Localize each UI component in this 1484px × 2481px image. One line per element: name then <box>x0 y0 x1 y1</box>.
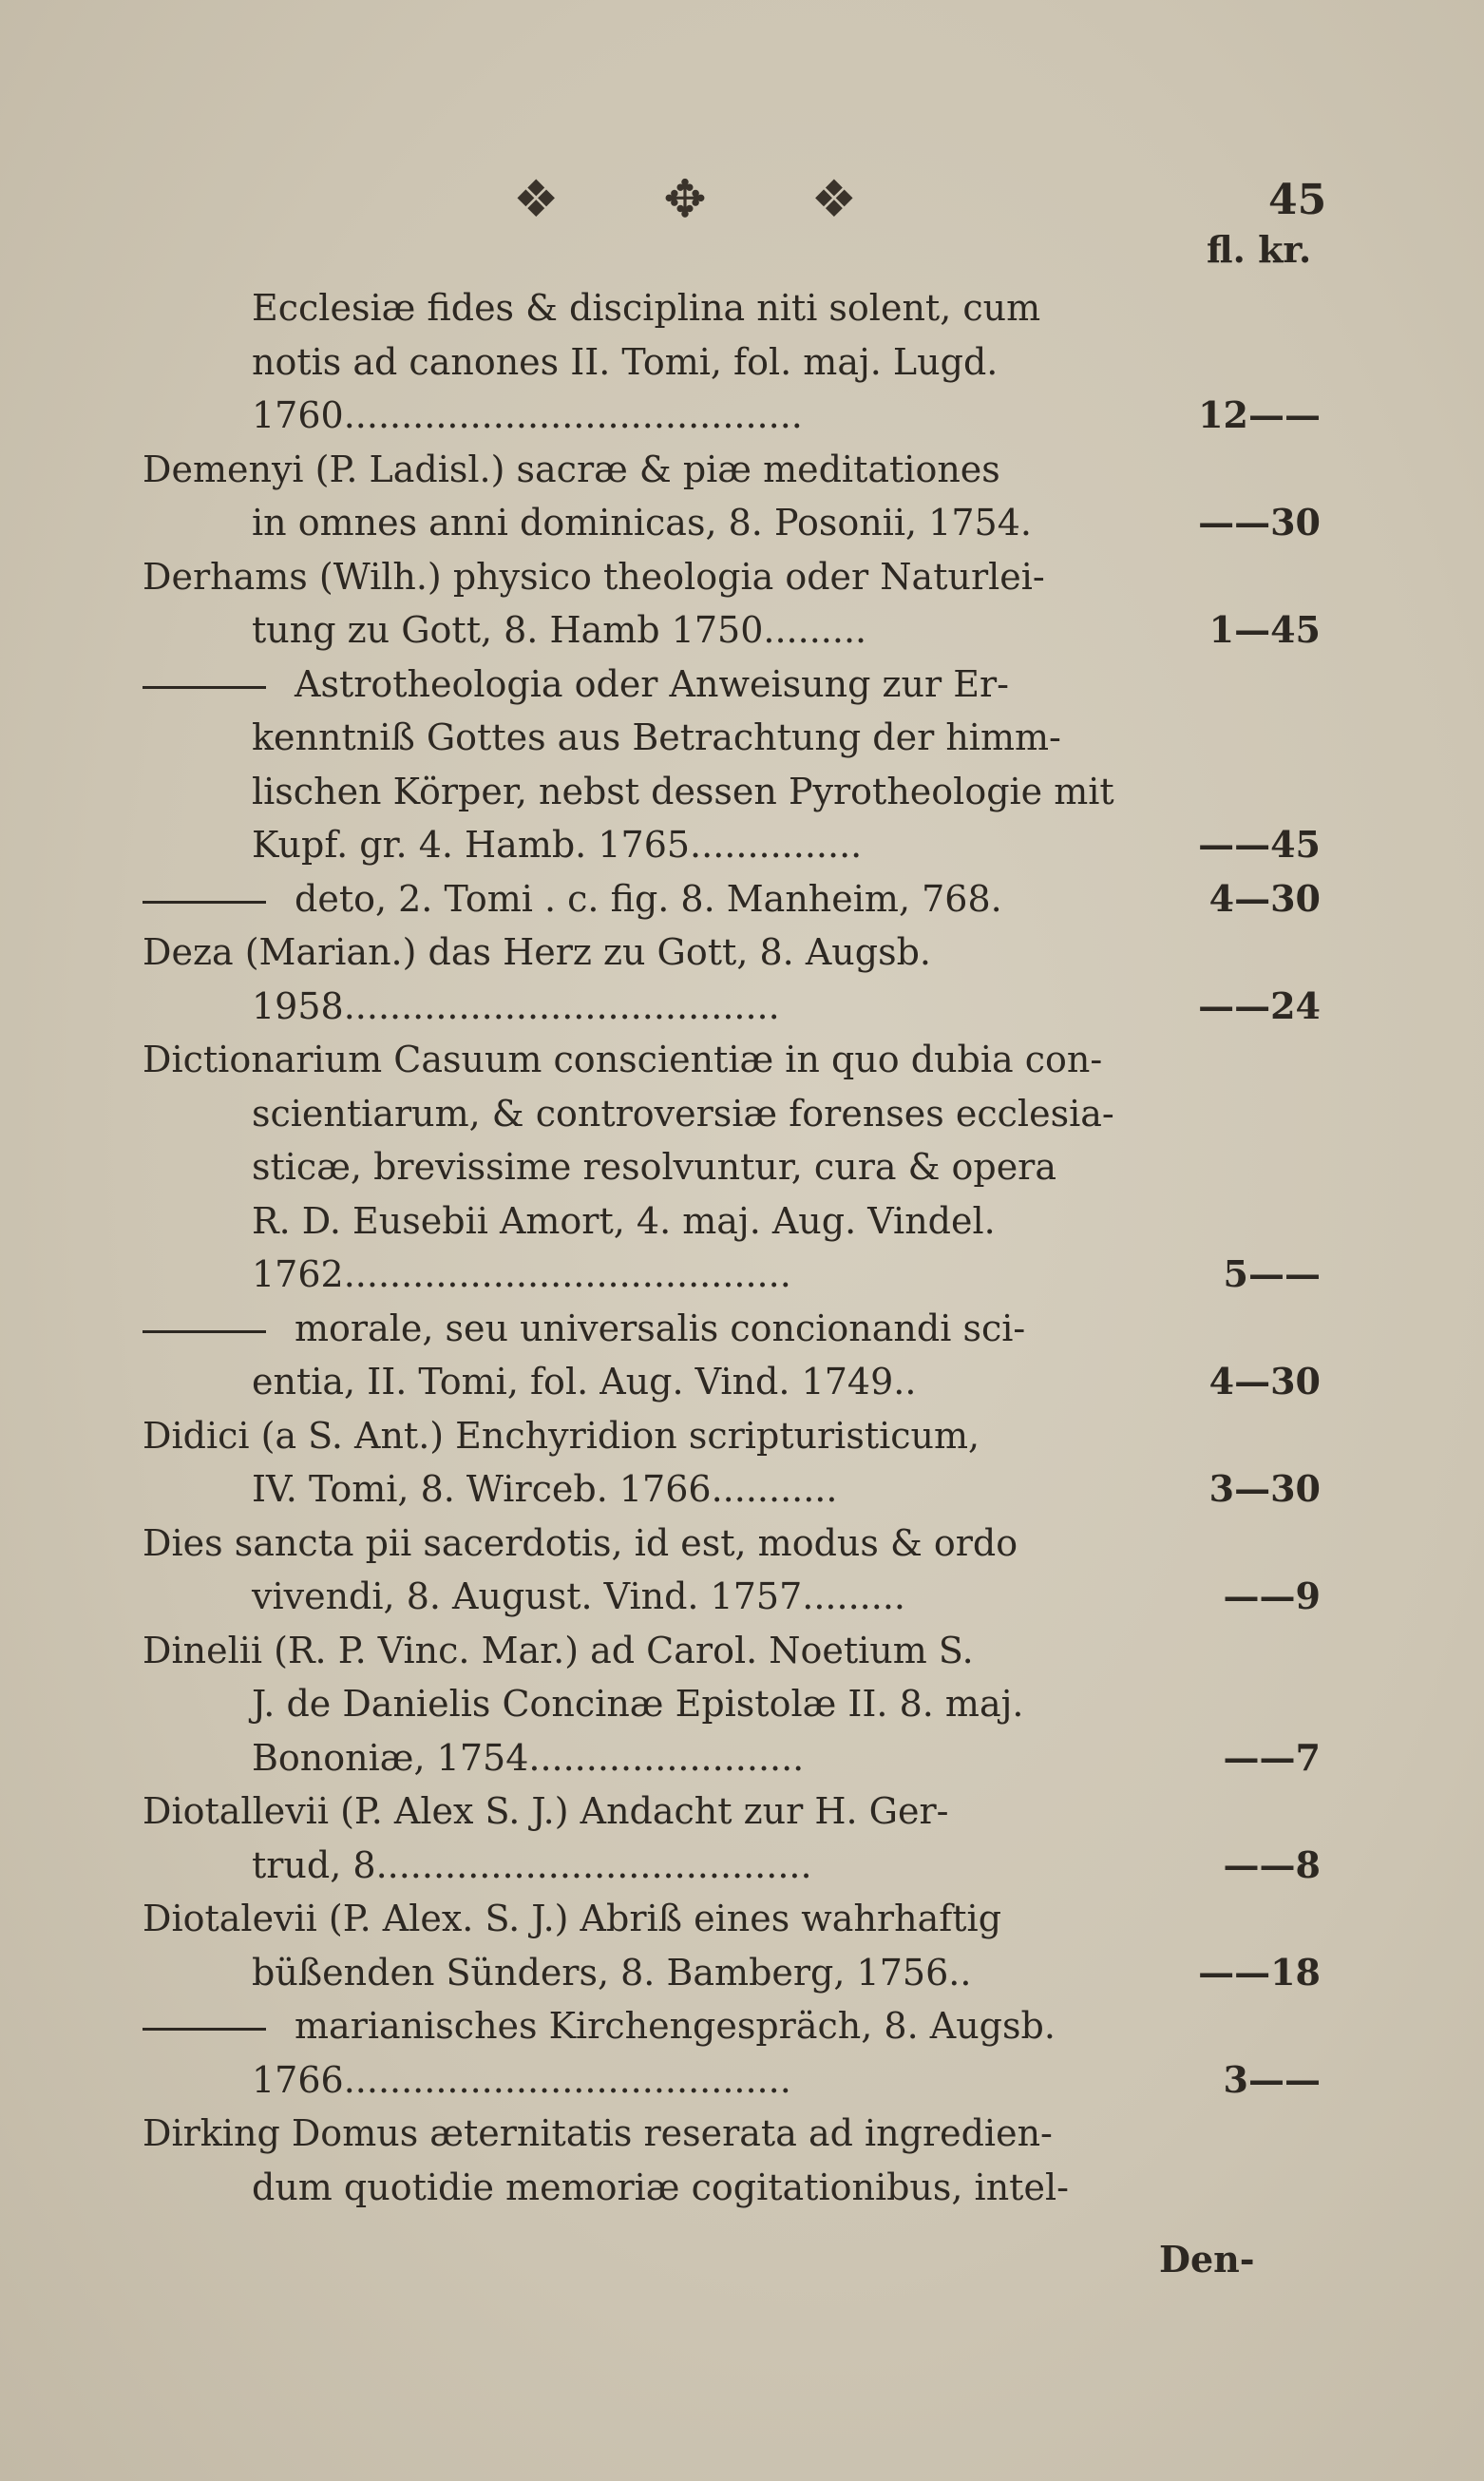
line-words: Ecclesiæ fides & disciplina niti solent, cum <box>252 287 1041 329</box>
line-text <box>143 1892 1001 1946</box>
line-text <box>252 711 1061 765</box>
line-words: Dies sancta pii sacerdotis, id est, modus & ordo <box>143 1521 1018 1564</box>
catalog-line <box>143 496 1321 550</box>
catalog-line <box>143 1677 1321 1731</box>
line-text <box>252 1194 996 1249</box>
line-text <box>252 335 998 390</box>
ditto-dash <box>143 1330 266 1333</box>
catalog-line <box>143 926 1321 980</box>
catalog-line <box>143 1355 1321 1409</box>
line-price: 5—— <box>1223 1252 1321 1295</box>
line-words: J. de Danielis Concinæ Epistolæ II. 8. maj. <box>252 1683 1024 1725</box>
line-text <box>252 1355 916 1409</box>
line-words: entia, II. Tomi, fol. Aug. Vind. 1749.. <box>252 1361 917 1403</box>
line-text <box>252 1946 971 2000</box>
line-words: Dictionarium Casuum conscientiæ in quo dubia con- <box>143 1039 1103 1080</box>
line-text <box>252 1248 791 1302</box>
catalog-line <box>143 1624 1321 1678</box>
line-text <box>252 980 780 1034</box>
line-price: 3—30 <box>1208 1467 1321 1510</box>
line-text <box>252 1839 812 1893</box>
line-words: Didici (a S. Ant.) Enchyridion scripturisticum, <box>143 1414 980 1457</box>
ornament-center-icon: ✥ <box>663 169 707 229</box>
line-words: kenntniß Gottes aus Betrachtung der himm- <box>252 716 1061 758</box>
catalog-line <box>143 1462 1321 1517</box>
line-words: morale, seu universalis concionandi sci- <box>295 1307 1026 1349</box>
catalog-line <box>143 389 1321 443</box>
catalog-line <box>143 2161 1321 2215</box>
catalog-line <box>143 281 1321 335</box>
catalog-line <box>143 1033 1321 1087</box>
line-text <box>252 389 803 443</box>
catalog-line <box>143 335 1321 390</box>
line-text <box>143 2107 1053 2161</box>
line-text <box>143 1033 1102 1087</box>
page-number: 45 <box>1268 176 1327 224</box>
catalog-line <box>143 765 1321 819</box>
ditto-dash <box>143 2028 266 2031</box>
line-text <box>143 1302 1025 1356</box>
line-words: Astrotheologia oder Anweisung zur Er- <box>295 662 1009 705</box>
catalog-line <box>143 1248 1321 1302</box>
line-words: 1958...................................... <box>252 984 780 1027</box>
line-words: scientiarum, & controversiæ forenses ecclesia- <box>252 1092 1114 1135</box>
line-words: Demenyi (P. Ladisl.) sacræ & piæ meditationes <box>143 448 1000 490</box>
catalog-line <box>143 1517 1321 1571</box>
catalog-line <box>143 1839 1321 1893</box>
line-price: ——24 <box>1198 983 1321 1027</box>
catalog-line <box>143 2107 1321 2161</box>
line-words: R. D. Eusebii Amort, 4. maj. Aug. Vindel. <box>252 1199 996 1242</box>
catalog-line <box>143 1302 1321 1356</box>
catalog-line <box>143 2053 1321 2108</box>
line-text <box>143 926 931 980</box>
catalog-line <box>143 658 1321 712</box>
ornament-left-icon: ❖ <box>513 169 560 229</box>
catalog-line <box>143 980 1321 1034</box>
line-text <box>252 1462 837 1517</box>
line-price: 4—30 <box>1208 1360 1321 1403</box>
line-price: ——7 <box>1223 1735 1321 1779</box>
line-text <box>252 603 866 658</box>
line-words: Dirking Domus æternitatis reserata ad ingredien- <box>143 2112 1053 2154</box>
line-text <box>143 1517 1018 1571</box>
line-words: büßenden Sünders, 8. Bamberg, 1756.. <box>252 1951 972 1994</box>
line-price: 3—— <box>1223 2057 1321 2101</box>
line-words: sticæ, brevissime resolvuntur, cura & opera <box>252 1146 1057 1188</box>
header-ornament <box>513 169 857 229</box>
line-words: Dinelii (R. P. Vinc. Mar.) ad Carol. Noetium S. <box>143 1629 974 1671</box>
catalog-line <box>143 550 1321 604</box>
line-words: vivendi, 8. August. Vind. 1757......... <box>252 1575 905 1617</box>
catalog-line <box>143 1784 1321 1839</box>
catalog-line <box>143 711 1321 765</box>
catalog-line <box>143 872 1321 926</box>
line-price: ——8 <box>1223 1842 1321 1886</box>
catalog-line <box>143 1409 1321 1463</box>
currency-header: fl. kr. <box>1207 228 1312 271</box>
catalog-line <box>143 603 1321 658</box>
line-text <box>143 658 1009 712</box>
catalog-line <box>143 818 1321 872</box>
line-text <box>252 281 1040 335</box>
line-text <box>143 550 1045 604</box>
line-text <box>252 496 1032 550</box>
line-text <box>143 1999 1056 2053</box>
catalog-line <box>143 443 1321 497</box>
line-words: Diotallevii (P. Alex S. J.) Andacht zur H. Ger- <box>143 1790 949 1832</box>
line-text <box>143 443 1000 497</box>
line-words: dum quotidie memoriæ cogitationibus, intel- <box>252 2166 1069 2208</box>
line-words: deto, 2. Tomi . c. fig. 8. Manheim, 768. <box>295 877 1002 920</box>
line-text <box>252 765 1114 819</box>
catalog-line <box>143 1087 1321 1141</box>
line-text <box>143 1409 980 1463</box>
ditto-dash <box>143 901 266 904</box>
catalog-line <box>143 1140 1321 1194</box>
line-price: 12—— <box>1198 393 1321 436</box>
line-words: lischen Körper, nebst dessen Pyrotheologie mit <box>252 770 1114 812</box>
catalog-line <box>143 1194 1321 1249</box>
line-words: Bononiæ, 1754........................ <box>252 1736 805 1779</box>
line-text <box>252 1731 804 1785</box>
line-words: in omnes anni dominicas, 8. Posonii, 1754. <box>252 502 1032 544</box>
line-words: notis ad canones II. Tomi, fol. maj. Lugd. <box>252 340 999 383</box>
line-text <box>143 1624 974 1678</box>
catalog-line <box>143 1892 1321 1946</box>
catalog-line <box>143 1946 1321 2000</box>
line-words: Diotalevii (P. Alex. S. J.) Abriß eines wahrhaftig <box>143 1898 1002 1939</box>
catalog-line <box>143 1731 1321 1785</box>
catalog-line <box>143 1570 1321 1624</box>
line-text <box>252 2161 1069 2215</box>
line-price: ——18 <box>1198 1950 1321 1994</box>
line-words: tung zu Gott, 8. Hamb 1750......... <box>252 609 867 651</box>
line-words: Deza (Marian.) das Herz zu Gott, 8. Augsb. <box>143 931 931 973</box>
line-text <box>252 1677 1023 1731</box>
line-price: 4—30 <box>1208 876 1321 920</box>
line-text <box>252 1570 905 1624</box>
line-words: 1762....................................... <box>252 1253 791 1295</box>
line-words: Derhams (Wilh.) physico theologia oder Naturlei- <box>143 555 1045 598</box>
line-text <box>252 1087 1114 1141</box>
line-words: IV. Tomi, 8. Wirceb. 1766........... <box>252 1468 838 1510</box>
line-text <box>143 1784 949 1839</box>
line-price: ——9 <box>1223 1574 1321 1617</box>
line-price: ——30 <box>1198 501 1321 544</box>
line-text <box>252 818 862 872</box>
line-words: Kupf. gr. 4. Hamb. 1765............... <box>252 824 863 866</box>
catalog-entries <box>143 281 1321 2214</box>
line-words: marianisches Kirchengespräch, 8. Augsb. <box>295 2005 1056 2047</box>
line-words: 1760........................................ <box>252 394 803 436</box>
line-words: trud, 8...................................... <box>252 1843 812 1886</box>
catchword: Den- <box>1159 2238 1255 2281</box>
ornament-right-icon: ❖ <box>810 169 858 229</box>
line-text <box>252 2053 791 2108</box>
line-text <box>252 1140 1056 1194</box>
line-words: 1766....................................... <box>252 2058 791 2101</box>
line-price: 1—45 <box>1208 608 1321 651</box>
ditto-dash <box>143 686 266 689</box>
catalog-line <box>143 1999 1321 2053</box>
line-price: ——45 <box>1198 823 1321 866</box>
line-text <box>143 872 1002 926</box>
